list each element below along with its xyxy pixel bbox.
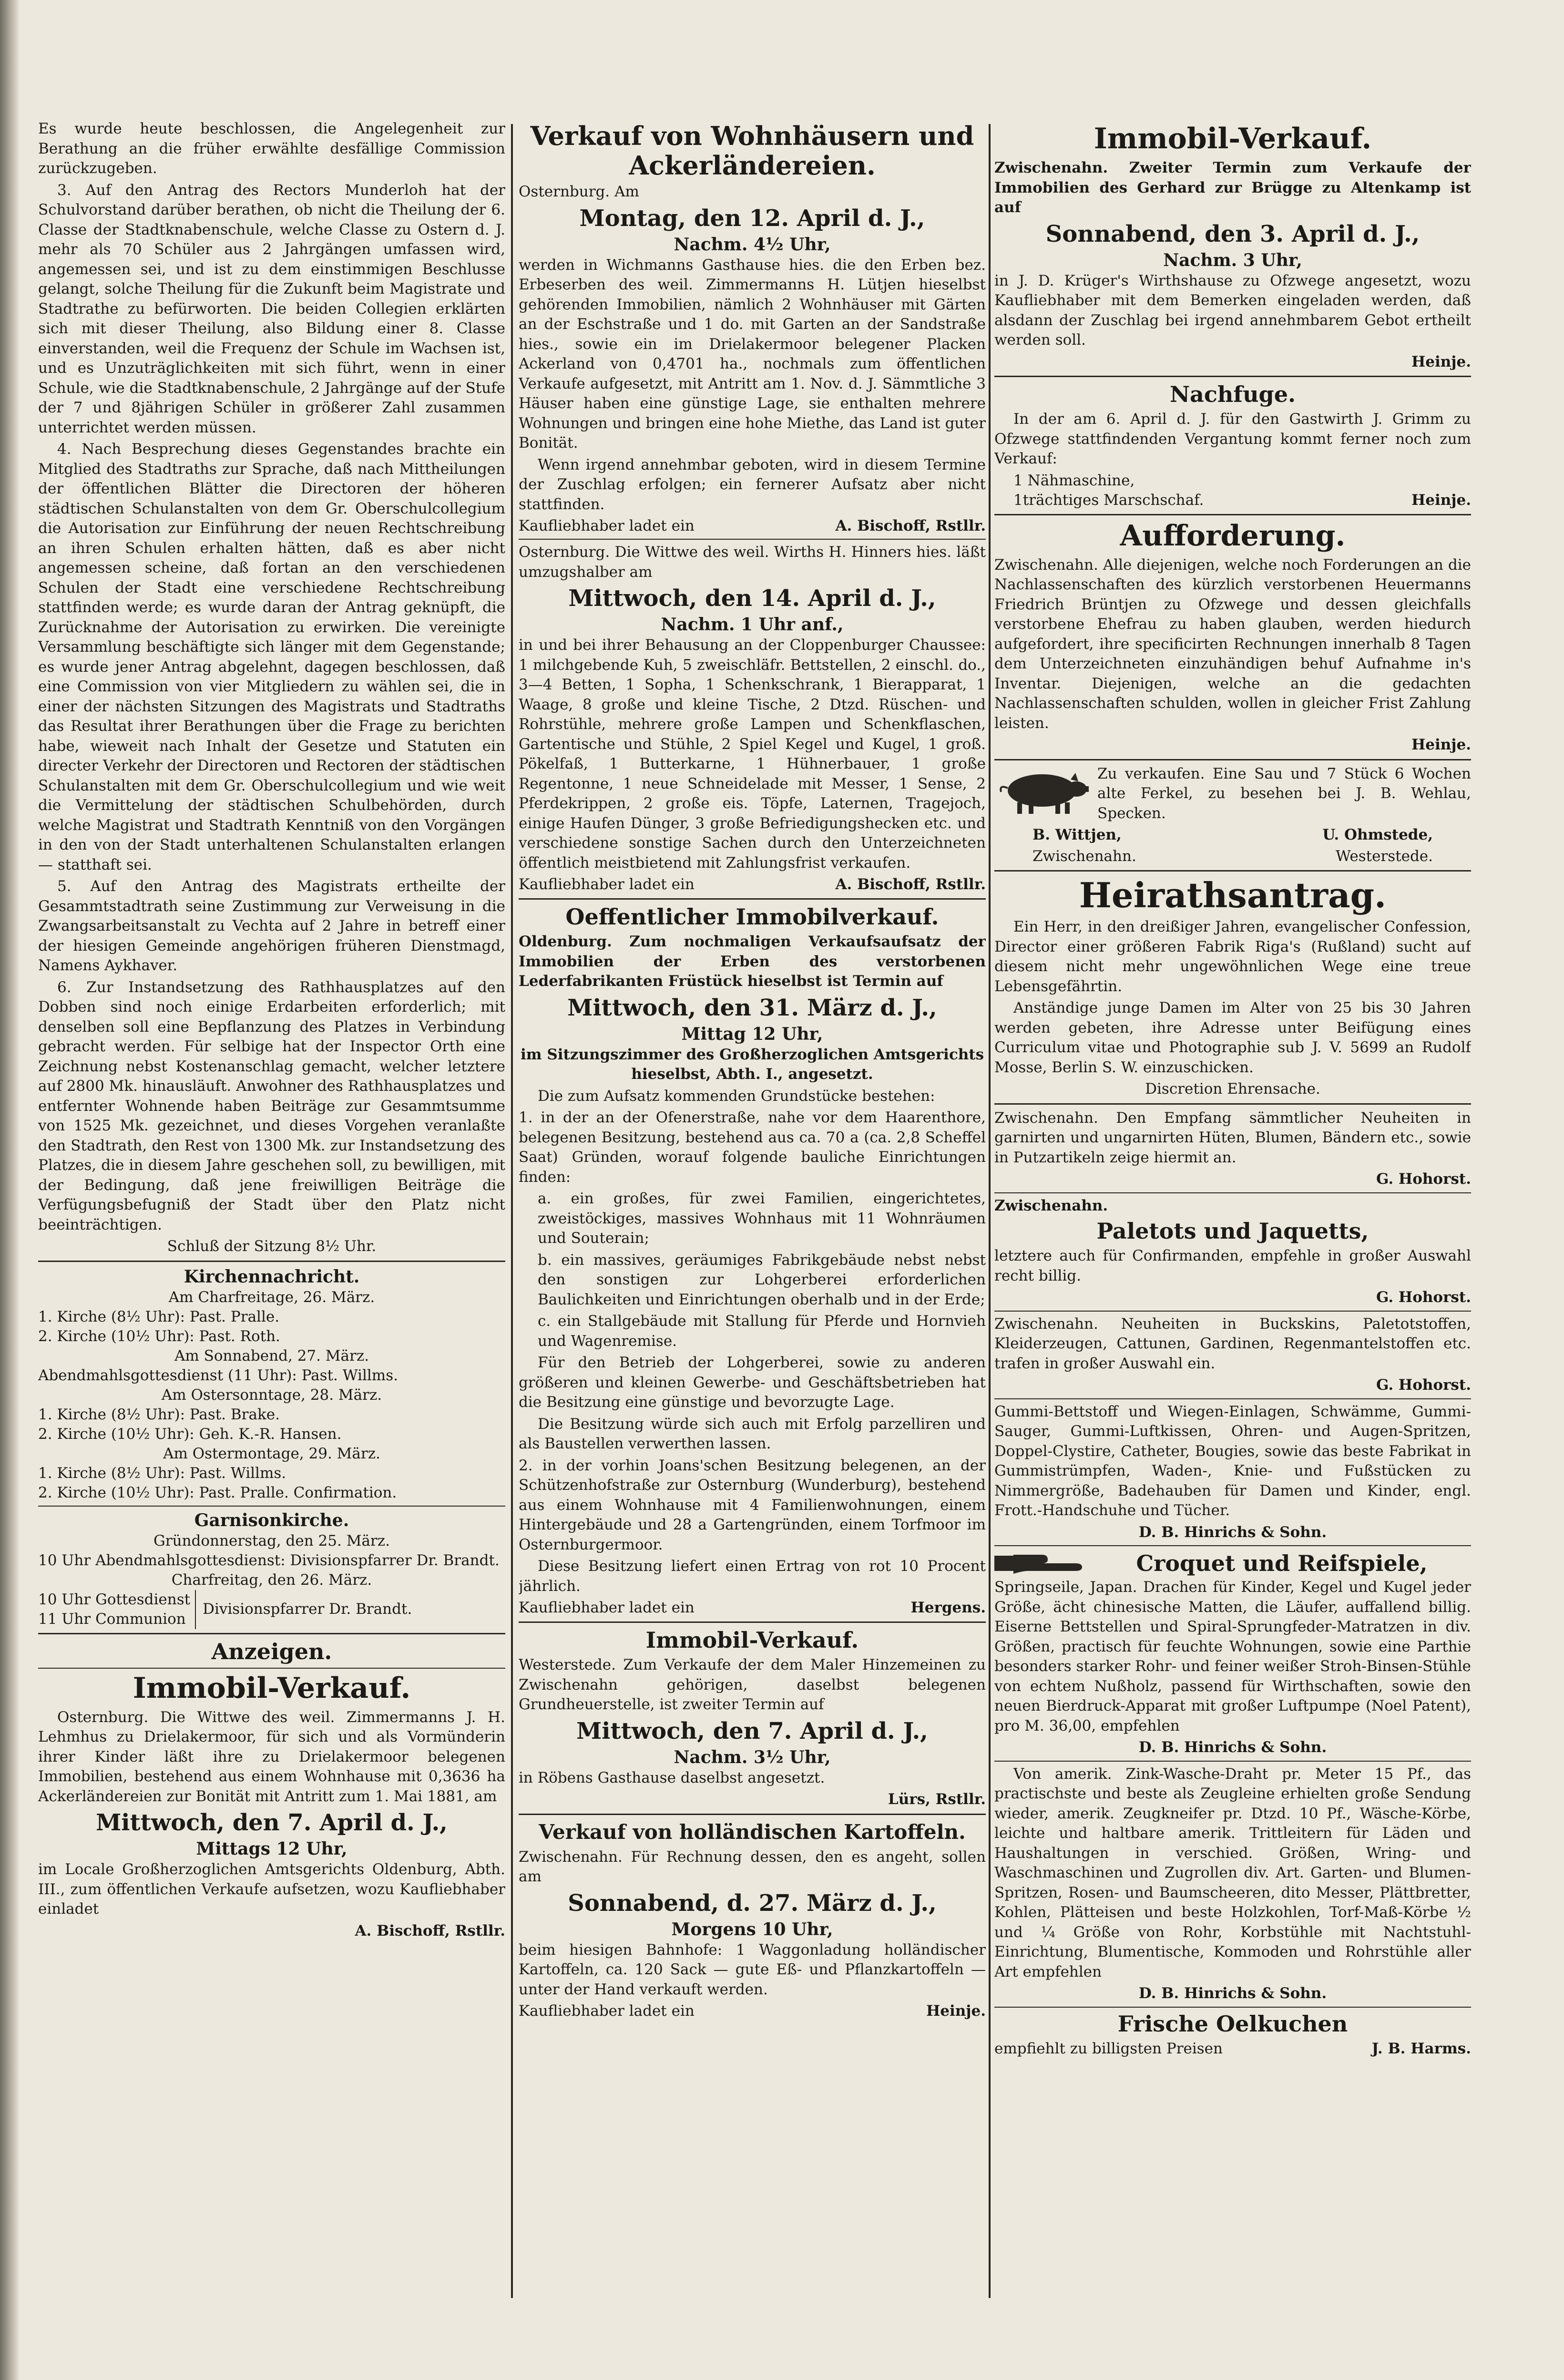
ad-item: 2. in der vorhin Joans'schen Besitzung belegenen, an der Schützenhofstraße zur Osternburg (Wunderburg), bestehend aus einem Wohnhause mit 4 Familienwohnungen, einem Hintergebäude und 28 a Gartengründen, einem Torfmoor im Osternburgermoor. [519,1457,986,1553]
ad-text: beim hiesigen Bahnhofe: 1 Waggonladung holländischer Kartoffeln, ca. 120 Sack — gute Eß- und Pflanzkartoffeln — unter der Hand verkauft werden. [519,1941,986,1998]
ad-item: 1. in der an der Ofenerstraße, nahe vor dem Haarenthore, belegenen Besitzung, bestehend aus ca. 70 a (ca. 2,8 Scheffel Saat) Gründen, worauf folgende bauliche Einrichtungen finden: [519,1109,986,1186]
article-paragraph: 3. Auf den Antrag des Rectors Munderloh hat der Schulvorstand darüber berathen, ob nicht die Theilung der 6. Classe der Stadtknabenschule, welche Classe zu Ostern d. J. mehr als 70 Schüler aus 2 Jahrgängen umfassen wird, angemessen sei, und ist zu dem einstimmigen Beschlusse gelangt, solche Theilung für die Zukunft beim Magistrate und Stadtrathe zu befürworten. Die beiden Collegien erklärten sich mit dieser Theilung, also Bildung einer 8. Classe einverstanden, weil die Frequenz der Schule im Wachsen ist, und es Unzuträglichkeiten mit sich führt, wenn in einer Schule, wie die Stadtknabenschule, 2 Jahrgänge auf der Stufe der 7 und 8jährigen Schüler in größerer Zahl zusammen unterrichtet werden müssen. [38,181,505,436]
ad-text: Diese Besitzung liefert einen Ertrag von rot 10 Procent jährlich. [519,1558,986,1595]
church-line: 1. Kirche (8½ Uhr): Past. Pralle. [38,1308,280,1325]
ad-signature: Heinje. [926,2002,986,2020]
ad-subitem: a. ein großes, für zwei Familien, eingerichtetes, zweistöckiges, massives Wohnhaus mit 11 Wohnräumen und Souterain; [538,1190,986,1247]
kirchen-heading: Kirchennachricht. [184,1266,360,1287]
ad-subitem: b. ein massives, geräumiges Fabrikgebäude nebst nebst den sonstigen zur Lohgerberei erforderlichen Baulichkeiten und Einrichtungen oberhalb und in der Erde; [538,1251,986,1308]
ad-date: Mittwoch, den 14. April d. J., [568,585,936,612]
ad-signature-row [519,516,986,536]
ad-text: Die Besitzung würde sich auch mit Erfolg parzelliren und als Baustellen verwerthen lassen. [519,1415,986,1452]
ad-text: im Sitzungszimmer des Großherzoglichen Amtsgerichts hieselbst, Abth. I., angesetzt. [520,1046,984,1083]
divider [994,514,1471,515]
ad-text: Zwischenahn. Neuheiten in Buckskins, Paletotstoffen, Kleiderzeugen, Cattunen, Gardinen, Regenmantelstoffen etc. trafen in großer Auswahl ein. [994,1315,1471,1372]
session-close: Schluß der Sitzung 8½ Uhr. [167,1238,377,1255]
ad-signature-row [994,491,1471,510]
ad-text: letztere auch für Confirmanden, empfehle in großer Auswahl recht billig. [994,1247,1471,1284]
divider [994,759,1471,760]
divider [994,870,1471,872]
church-line: Am Charfreitage, 26. März. [168,1288,375,1306]
divider [519,539,986,540]
ad-text: Anständige junge Damen im Alter von 25 bis 30 Jahren werden gebeten, ihre Adresse unter Beifügung eines Curriculum vitae und Photographie sub J. V. 5699 an Rudolf Mosse, Berlin S. W. einzuschicken. [994,999,1471,1076]
ad-signature: A. Bischoff, Rstllr. [835,517,986,534]
ad-time: Nachm. 3½ Uhr, [674,1747,831,1767]
column-middle [519,119,986,2374]
ad-title: Aufforderung. [1120,519,1346,553]
ad-signature-row [519,2001,986,2021]
ad-time: Morgens 10 Uhr, [671,1919,833,1939]
church-line: 1. Kirche (8½ Uhr): Past. Willms. [38,1464,286,1482]
ad-list-item: 1trächtiges Marschschaf. [1013,491,1204,509]
ad-invite: Kaufliebhaber ladet ein [519,1599,695,1616]
ad-signature-row [519,1598,986,1618]
ad-time: Nachm. 4½ Uhr, [674,234,831,255]
ad-date: Mittwoch, den 7. April d. J., [96,1809,448,1836]
ad-text: Zwischenahn. Zweiter Termin zum Verkaufe der Immobilien des Gerhard zur Brügge zu Altenkamp ist auf [994,159,1471,216]
ad-signature: Hergens. [910,1599,986,1616]
ad-title: Croquet und Reifspiele, [1136,1550,1428,1576]
ad-signature-row [994,2039,1471,2059]
ad-time: Mittags 12 Uhr, [196,1839,348,1859]
ad-title: Immobil-Verkauf. [1094,122,1372,155]
divider [38,1261,505,1262]
divider [994,1311,1471,1312]
ad-text: Wenn irgend annehmbar geboten, wird in diesem Termine der Zuschlag erfolgen; ein fernerer Aufsatz aber nicht stattfinden. [519,456,986,513]
ad-location: Zwischenahn. [1032,848,1136,865]
ad-text: Westerstede. Zum Verkaufe der dem Maler Hinzemeinen zu Zwischenahn gehörigen, daselbst belegenen Grundheuerstelle, ist zweiter Termin auf [519,1656,986,1713]
ad-text: Ein Herr, in den dreißiger Jahren, evangelischer Confession, Director einer größeren Fabrik Riga's (Rußland) sucht auf diesem nicht mehr ungewöhnlichen Wege eine treue Lebensgefährtin. [994,918,1471,995]
ad-date: Sonnabend, d. 27. März d. J., [568,1889,937,1917]
divider [38,1668,505,1669]
ad-signature: D. B. Hinrichs & Sohn. [1138,1739,1327,1756]
ad-signature: Heinje. [1411,736,1471,753]
ad-text: in Röbens Gasthause daselbst angesetzt. [519,1769,825,1786]
divider [38,1506,505,1507]
ad-signature: A. Bischoff, Rstllr. [835,876,986,893]
ad-text: Zwischenahn. Für Rechnung dessen, den es angeht, sollen am [519,1848,986,1885]
ad-date: Sonnabend, den 3. April d. J., [1045,220,1420,247]
ad-signature: G. Hohorst. [1376,1289,1471,1306]
anzeigen-heading: Anzeigen. [211,1638,332,1664]
croquet-heading-row [994,1549,1471,1578]
ad-signature: Heinje. [1411,491,1471,509]
article-paragraph: 5. Auf den Antrag des Magistrats ertheilte der Gesammtstadtrath seine Zustimmung zur Verweisung in die Zwangsarbeitsanstalt zu Vechta auf 2 Jahre in betreff einer der hiesigen Gemeinde angehörigen früheren Dienstmagd, Namens Aykhaver. [38,878,505,974]
page-binding-edge [0,0,19,2380]
ad-title: Immobil-Verkauf. [645,1627,859,1653]
ad-location: Westerstede. [1336,848,1433,865]
column-divider-1 [511,124,513,2298]
ad-text: werden in Wichmanns Gasthause hies. die den Erben bez. Erbeserben des weil. Zimmermanns H. Lütjen hieselbst gehörenden Immobilien, nämlich 2 Wohnhäuser mit Gärten an der Eschstraße und 1 do. mit Garten an der Sandstraße hies., sowie ein im Drielakermoor belegener Placken Ackerland von 0,4701 ha., nochmals zum öffentlichen Verkaufe aufgesetzt, mit Antritt am 1. Nov. d. J. Sämmtliche 3 Häuser haben eine günstige Lage, sie enthalten mehrere Wohnungen und bringen eine hohe Miethe, das Land ist guter Bonität. [519,256,986,451]
garnison-line: 11 Uhr Communion [38,1610,186,1628]
ad-place: Osternburg. Am [519,183,639,200]
church-line: Am Sonnabend, 27. März. [174,1347,369,1364]
ad-signature: J. B. Harms. [1371,2040,1471,2057]
ad-subitem: c. ein Stallgebäude mit Stallung für Pferde und Hornvieh und Wagenremise. [538,1313,986,1350]
ad-text: Von amerik. Zink-Wasche-Draht pr. Meter 15 Pf., das practischste und beste als Zeugleine erhielten große Sendung wieder, amerik. Zeugkneifer pr. Dtzd. 10 Pf., Wäsche-Körbe, leichte und haltbare amerik. Trittleitern für Läden und Haushaltungen in verschied. Größen, Wring- und Waschmaschinen und Zugrollen div. Art. Garten- und Blumen-Spritzen, Rosen- und Baumscheeren, dito Messer, Plättbretter, Kohlen, Plätteisen und beste Holzkohlen, Torf-Maß-Körbe ½ und ¼ Größe von Rohr, Korbstühle mit Nachtstuhl-Einrichtung, Blumentische, Kommoden und Rohrstühle aller Art empfehlen [994,1765,1471,1980]
ad-signature: U. Ohmstede, [1322,826,1433,843]
divider [994,1761,1471,1762]
ad-signature: Lürs, Rstllr. [888,1791,986,1808]
pig-ad [994,764,1471,826]
church-line: 2. Kirche (10½ Uhr): Past. Pralle. Confirmation. [38,1484,397,1501]
ad-text: Osternburg. Die Wittwe des weil. Zimmermanns J. H. Lehmhus zu Drielakermoor, für sich und als Vormünderin ihrer Kinder läßt ihre zu Drielakermoor belegenen Immobilien, bestehend aus einem Wohnhause mit 0,3636 ha Ackerländereien zur Bonität mit Antritt zum 1. Mai 1881, am [38,1708,505,1805]
ad-text: Zwischenahn. Den Empfang sämmtlicher Neuheiten in garnirten und ungarnirten Hüten, Blumen, Bändern etc., sowie in Putzartikeln zeige hiermit an. [994,1109,1471,1166]
divider [994,2007,1471,2008]
ad-title: Oeffentlicher Immobilverkauf. [565,904,939,930]
ad-text: Discretion Ehrensache. [1145,1080,1320,1098]
divider [38,1633,505,1634]
divider [994,1545,1471,1546]
garnison-heading: Garnisonkirche. [194,1510,349,1530]
column-right [994,119,1471,2374]
ad-title: Paletots und Jaquetts, [1096,1218,1369,1244]
ad-text: Oldenburg. Zum nochmaligen Verkaufsaufsatz der Immobilien der Erben des verstorbenen Lederfabrikanten Früstück hieselbst ist Termin auf [519,933,986,990]
church-line: Am Ostermontage, 29. März. [163,1445,380,1462]
ad-text: Osternburg. Die Wittwe des weil. Wirths H. Hinners hies. läßt umzugshalber am [519,544,986,581]
garnison-line: 10 Uhr Gottesdienst [38,1590,191,1608]
column-divider-2 [989,124,991,2298]
ad-signature: D. B. Hinrichs & Sohn. [1138,1523,1327,1541]
church-line: 1. Kirche (8½ Uhr): Past. Brake. [38,1405,280,1423]
ad-signature: Heinje. [1411,353,1471,370]
article-paragraph: 6. Zur Instandsetzung des Rathhausplatzes auf den Dobben sind noch einige Erdarbeiten erforderlich; mit denselben soll eine Bepflanzung des Platzes in Verbindung gebracht werden. Für selbige hat der Inspector Orth eine Zeichnung nebst Kostenanschlag gemacht, welcher letztere auf 2800 Mk. hinausläuft. Anwohner des Rathhausplatzes und entfernter Wohnende haben Beiträge zur Gesammtsumme von 1525 Mk. gezeichnet, und dieses Vorgehen veranlaßte den Stadtrath, den Rest von 1300 Mk. zur Instandsetzung des Platzes, die in diesem Jahre geschehen soll, zu bewilligen, mit der Bedingung, daß jene freiwilligen Beiträge die Verfügungsbefugniß der Stadt über den Platz nicht beeinträchtigen. [38,978,505,1233]
ad-signature: G. Hohorst. [1376,1376,1471,1394]
ad-date: Mittwoch, den 7. April d. J., [576,1717,928,1744]
ad-invite: Kaufliebhaber ladet ein [519,517,695,534]
ad-location-row [994,847,1471,866]
ad-place: Zwischenahn. [994,1197,1108,1214]
article-paragraph: Es wurde heute beschlossen, die Angelegenheit zur Berathung an die früher erwählte desfällige Commission zurückzugeben. [38,120,505,177]
ad-text: in und bei ihrer Behausung an der Cloppenburger Chaussee: 1 milchgebende Kuh, 5 zweischläfr. Bettstellen, 2 einschl. do., 3—4 Betten, 1 Sopha, 1 Schenkschrank, 1 Bierapparat, 1 Waage, 8 große und kleine Tische, 2 Dtzd. Rüschen- und Rohrstühle, mehrere große Lampen und Schenkflaschen, Gartentische und Stühle, 2 Spiel Kegel und Kugel, 1 groß. Pökelfaß, 1 Butterkarne, 1 Hühnerbauer, 1 große Regentonne, 1 neue Schneidelade mit Messer, 1 Sense, 2 Pferdekrippen, 2 große eis. Töpfe, Laternen, Tragejoch, einige Haufen Dünger, 3 große Befriedigungshecken etc. und verschiedene sonstige Sachen durch den Unterzeichneten öffentlich meistbietend mit Zahlungsfrist verkaufen. [519,636,986,872]
garnison-group [38,1590,505,1629]
church-line: 2. Kirche (10½ Uhr): Past. Roth. [38,1327,280,1345]
garnison-line: 10 Uhr Abendmahlsgottesdienst: Divisionspfarrer Dr. Brandt. [38,1551,500,1569]
divider [994,1192,1471,1193]
church-line: Am Ostersonntage, 28. März. [161,1386,382,1404]
ad-text: Für den Betrieb der Lohgerberei, sowie zu anderen größeren und kleinen Gewerbe- und Geschäftsbetrieben hat die Besitzung eine günstige und bevorzugte Lage. [519,1354,986,1411]
ad-signature: A. Bischoff, Rstllr. [355,1922,505,1939]
ad-title: Verkauf von Wohnhäusern und Ackerländereien. [530,121,974,181]
ad-invite: Kaufliebhaber ladet ein [519,2002,695,2020]
article-paragraph: 4. Nach Besprechung dieses Gegenstandes brachte ein Mitglied des Stadtraths zur Sprache, daß nach Mittheilungen der öffentlichen Blätter die Directoren der höheren städtischen Schulanstalten von dem Gr. Oberschulcollegium die Autorisation zur Einführung der neuen Rechtschreibung an ihren Schulen erhalten hätten, daß es aber nicht angemessen scheine, daß fortan an den verschiedenen Schulen der Stadt eine verschiedene Rechtschreibung stattfinden werde; es wurde daran der Antrag geknüpft, die Zurücknahme der Autorisation zu erwirken. Die vereinigte Versammlung beschäftigte sich länger mit dem Gegenstande; es wurde jener Antrag abgelehnt, dagegen beschlossen, daß eine Commission von vier Mitgliedern zu wählen sei, die in einer der nächsten Sitzungen des Magistrats und Stadtraths das Resultat ihrer Berathungen über die Frage zu berichten habe, wieweit nach Inhalt der Gesetze und Statuten ein directer Verkehr der Directoren und Rectoren der städtischen Schulanstalten mit dem Gr. Oberschulcollegium und wie weit die Vermittelung der städtischen Schulbehörden, durch welche Magistrat und Stadtrath Kenntniß von den Vorgängen in den von der Stadt unterhaltenen Schulanstalten erlangen — statthaft sei. [38,441,505,873]
pig-illustration-icon [994,764,1090,817]
ad-signature-row [519,875,986,894]
divider [519,1814,986,1815]
garnison-line: Charfreitag, den 26. März. [171,1571,372,1589]
divider [519,898,986,900]
ad-text: Zwischenahn. Alle diejenigen, welche noch Forderungen an die Nachlassenschaften des kürzlich verstorbenen Heuermanns Friedrich Brüntjen zu Ofzwege und dessen gleichfalls verstorbene Ehefrau zu haben glauben, werden hiedurch aufgefordert, ihre specificirten Rechnungen innerhalb 8 Tagen dem Unterzeichneten einzuhändigen behuf Aufnahme in's Inventar. Diejenigen, welche an die gedachten Nachlassenschaften schulden, wollen in gleicher Frist Zahlung leisten. [994,556,1471,732]
ad-list-item: 1 Nähmaschine, [1013,472,1135,489]
ad-text: im Locale Großherzoglichen Amtsgerichts Oldenburg, Abth. III., zum öffentlichen Verkaufe aufsetzen, wozu Kaufliebhaber einladet [38,1861,505,1918]
divider [994,376,1471,377]
ad-text: Springseile, Japan. Drachen für Kinder, Kegel und Kugel jeder Größe, ächt chinesische Matten, die Läufer, auffallend billig. Eiserne Bettstellen und Spiral-Sprungfeder-Matratzen in div. Größen, practisch für feuchte Wohnungen, sowie eine Parthie besonders starker Rohr- und feiner weißer Stroh-Binsen-Stühle von echtem Nußholz, passend für Wirthschaften, sowie den neuen Bierdruck-Apparat mit großer Luftpumpe (Noel Patent), pro M. 36,00, empfehlen [994,1579,1471,1734]
ad-signature: B. Wittjen, [1032,826,1122,843]
garnison-line: Gründonnerstag, den 25. März. [153,1532,390,1549]
ad-text: Zu verkaufen. Eine Sau und 7 Stück 6 Wochen alte Ferkel, zu besehen bei J. B. Wehlau, Specken. [1097,765,1471,822]
ad-time: Mittag 12 Uhr, [681,1024,823,1044]
ad-title: Heirathsantrag. [1079,875,1387,915]
ad-signature: D. B. Hinrichs & Sohn. [1138,1985,1327,2002]
ad-text: in J. D. Krüger's Wirthshause zu Ofzwege angesetzt, wozu Kaufliebhaber mit dem Bemerken eingeladen werden, daß alsdann der Zuschlag bei irgend annehmbarem Gebot ertheilt werden soll. [994,272,1471,349]
pointing-hand-icon [994,1549,1085,1578]
ad-title: Immobil-Verkauf. [133,1671,411,1705]
ad-time: Nachm. 3 Uhr, [1163,250,1302,270]
ad-text: Gummi-Bettstoff und Wiegen-Einlagen, Schwämme, Gummi-Sauger, Gummi-Luftkissen, Ohren- und Augen-Spritzen, Doppel-Clystire, Catheter, Bougies, sowie das beste Fabrikat in Gummistrümpfen, Waden-, Knie- und Fußstücken zu Nimmergröße, Badehauben für Damen und Kinder, engl. Frott.-Handschuhe und Tücher. [994,1403,1471,1519]
ad-title: Frische Oelkuchen [1117,2011,1348,2037]
ad-date: Montag, den 12. April d. J., [579,205,925,232]
divider [994,1103,1471,1105]
divider [994,1398,1471,1399]
garnison-line: Divisionspfarrer Dr. Brandt. [203,1600,412,1618]
ad-date: Mittwoch, den 31. März d. J., [567,994,937,1021]
ad-signature: G. Hohorst. [1376,1170,1471,1188]
ad-title: Verkauf von holländischen Kartoffeln. [539,1820,966,1844]
ad-time: Nachm. 1 Uhr anf., [661,615,844,635]
ad-title: Nachfuge. [1170,381,1296,407]
ad-text: In der am 6. April d. J. für den Gastwirth J. Grimm zu Ofzwege stattfindenden Vergantung kommt ferner noch zum Verkauf: [994,410,1471,467]
ad-text: Die zum Aufsatz kommenden Grundstücke bestehen: [538,1087,935,1105]
ad-signature-row [994,825,1471,845]
ad-text: empfiehlt zu billigsten Preisen [994,2040,1223,2057]
column-left [38,119,505,2374]
church-line: 2. Kirche (10½ Uhr): Geh. K.-R. Hansen. [38,1425,342,1443]
church-line: Abendmahlsgottesdienst (11 Uhr): Past. Willms. [38,1366,398,1384]
ad-invite: Kaufliebhaber ladet ein [519,876,695,893]
divider [519,1621,986,1623]
